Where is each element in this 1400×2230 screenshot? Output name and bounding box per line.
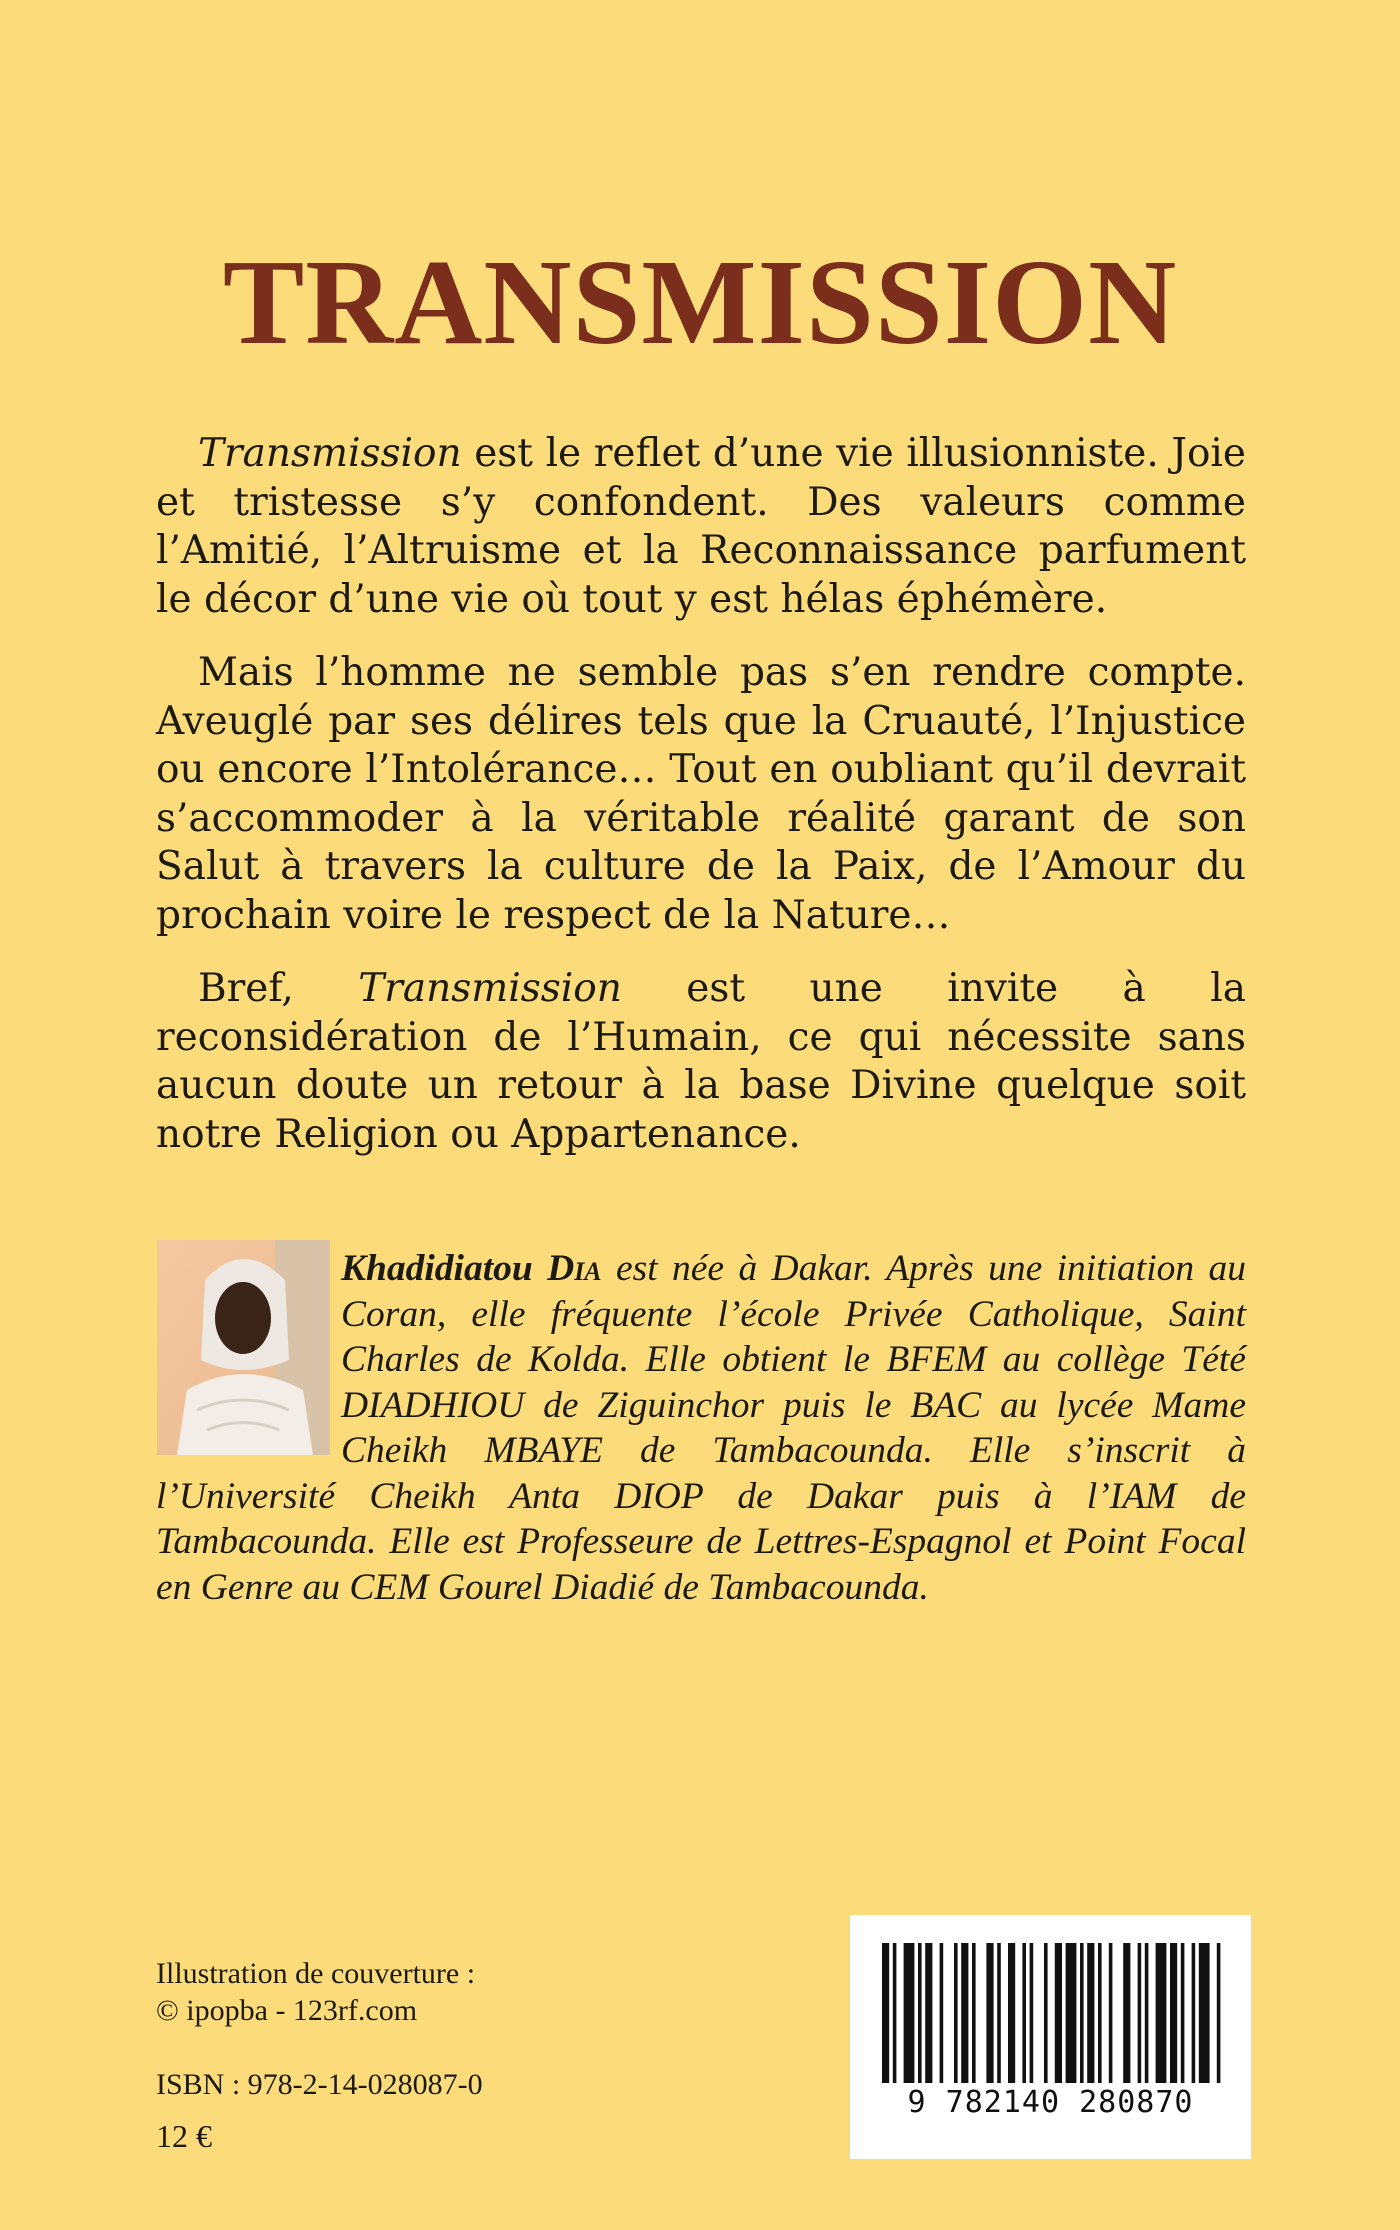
blurb-p3-text: est une invite à la reconsidération de l’Humain, ce qui nécessite sans aucun doute un retour à la base Divine quelque soit notre Religion ou Appartenance. [156, 966, 1246, 1157]
barcode-bar [1098, 1943, 1102, 2083]
barcode-bar [972, 1943, 976, 2083]
photo-wrap-spacer [156, 1246, 341, 1464]
barcode-bar [1109, 1943, 1113, 2083]
barcode-bar [1066, 1943, 1077, 2083]
blurb-paragraph-2 [156, 649, 1246, 940]
barcode-bar [1008, 1943, 1015, 2083]
barcode-bar [1080, 1943, 1084, 2083]
credits-line-1: Illustration de couverture : [156, 1957, 476, 1990]
barcode-bar [961, 1943, 968, 2083]
blurb-p3-start: Bref, [198, 966, 359, 1011]
barcode-bar [1199, 1943, 1210, 2083]
book-title: TRANSMISSION [222, 234, 1178, 370]
barcode-bar [1145, 1943, 1149, 2083]
blurb-paragraph-1 [156, 430, 1246, 624]
author-biography [156, 1246, 1246, 1610]
barcode-bar [940, 1943, 944, 2083]
barcode-bar [893, 1943, 897, 2083]
barcode-digits: 9 782140 280870 [907, 2085, 1194, 2120]
blurb-p2-text: Mais l’homme ne semble pas s’en rendre compte. Aveuglé par ses délires tels que la Cruauté, l’Injustice ou encore l’Intolérance… Tout en oubliant qu’il devrait s’accommoder à la véritable réalité garant de son Salut à travers la culture de la Paix, de l’Amour du prochain voire le respect de la Nature… [156, 650, 1246, 938]
barcode-bar [1217, 1943, 1221, 2083]
barcode-bar [1123, 1943, 1130, 2083]
isbn: ISBN : 978-2-14-028087-0 [156, 2068, 483, 2101]
barcode-bar [1044, 1943, 1048, 2083]
blurb-paragraph-3 [156, 965, 1246, 1159]
barcode-bar [1087, 1943, 1094, 2083]
author-bio-text: est née à Dakar. Après une initiation au Coran, elle fréquente l’école Privée Catholique, Saint Charles de Kolda. Elle obtient le BFEM au collège Tété DIADHIOU de Ziguinchor puis le BAC au lycée Mame Cheikh MBAYE de Tambacounda. Elle s’inscrit à l’Université Cheikh Anta DIOP de Dakar puis à l’IAM de Tambacounda. Elle est Professeure de Lettres-Espagnol et Point Focal en Genre au CEM Gourel Diadié de Tambacounda. [156, 1248, 1247, 1608]
barcode-bar [1030, 1943, 1034, 2083]
barcode-bar [954, 1943, 958, 2083]
barcode-bar [997, 1943, 1001, 2083]
credits-line-2: © ipopba - 123rf.com [156, 1994, 418, 2027]
barcode [850, 1915, 1251, 2159]
blurb-p1-text: est le reflet d’une vie illusionniste. Joie et tristesse s’y confondent. Des valeurs comme l’Amitié, l’Altruisme et la Reconnaissance parfument le décor d’une vie où tout y est hélas éphémère. [156, 431, 1246, 622]
price: 12 € [156, 2118, 212, 2154]
barcode-bar [1055, 1943, 1062, 2083]
barcode-bar [986, 1943, 993, 2083]
barcode-bar [918, 1943, 922, 2083]
barcode-bar [1138, 1943, 1142, 2083]
author-first-name: Khadidiatou [341, 1248, 533, 1289]
barcode-bar [1170, 1943, 1177, 2083]
barcode-bar [1192, 1943, 1196, 2083]
blurb-title-italic-2: Transmission [358, 966, 622, 1011]
barcode-bar [904, 1943, 915, 2083]
barcode-bar [1181, 1943, 1185, 2083]
barcode-bar [1156, 1943, 1167, 2083]
blurb-title-italic: Transmission [198, 431, 462, 476]
cover-credits [156, 1955, 475, 2029]
author-last-name: Dia [547, 1248, 602, 1289]
barcode-bar [1022, 1943, 1026, 2083]
book-blurb [156, 430, 1246, 1184]
barcode-bars [850, 1915, 1251, 2159]
barcode-bar [925, 1943, 932, 2083]
barcode-bar [882, 1943, 889, 2083]
